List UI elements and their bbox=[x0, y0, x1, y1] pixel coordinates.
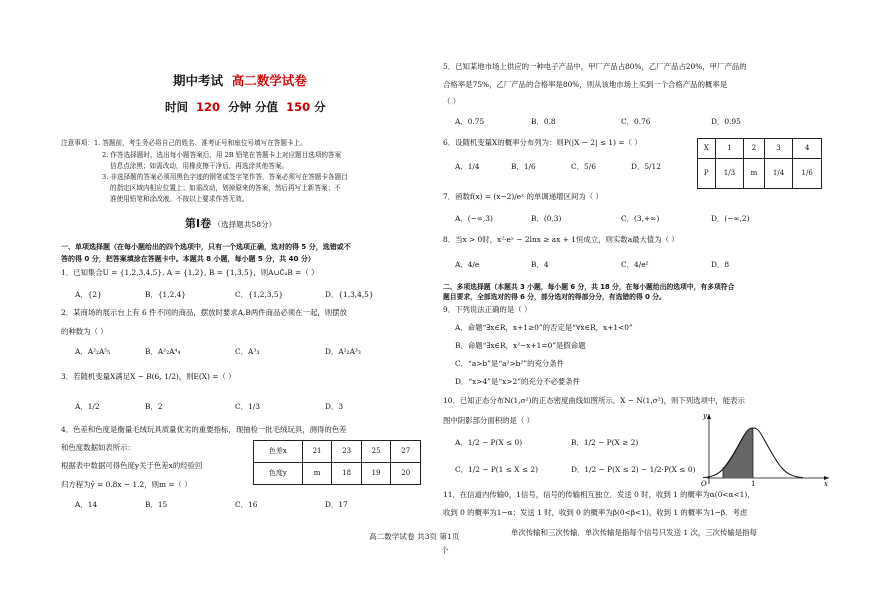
q6-option-d[interactable]: D．5/12 bbox=[631, 162, 661, 171]
q2-option-c[interactable]: C．A³₃ bbox=[235, 347, 260, 356]
q7-option-d[interactable]: D．(−∞,2) bbox=[711, 214, 750, 223]
section-title-main: 第Ⅰ卷 bbox=[185, 217, 212, 230]
q3-stem: 3．若随机变量X满足X ~ B(6, 1/2)，则E(X) =（ ） bbox=[61, 372, 236, 381]
table-cell: 23 bbox=[332, 441, 362, 463]
table-cell: 2 bbox=[744, 139, 764, 159]
q2-stem-2: 的种数为（ ） bbox=[61, 327, 108, 336]
table-cell: m bbox=[302, 463, 332, 485]
note-line-5: 的指定区域内相应位置上；如需改动，划掉原来的答案，然后再写上新答案；不 bbox=[110, 184, 341, 192]
time-label: 时间 bbox=[165, 100, 188, 114]
q9-option-b[interactable]: B．命题“∃x∈R，x²−x+1=0”是假命题 bbox=[455, 341, 586, 350]
q3-option-a[interactable]: A．1/2 bbox=[75, 402, 100, 411]
q5-option-d[interactable]: D．0.95 bbox=[711, 117, 741, 126]
table-cell: P bbox=[698, 159, 716, 189]
section-title-sub: （选择题共58分） bbox=[213, 220, 277, 229]
q9-option-c[interactable]: C．“a>b”是“a²>b²”的充分条件 bbox=[455, 359, 565, 368]
note-line-3: 信息点涂黑；如需改动，用橡皮擦干净后，再选涂其他答案。 bbox=[110, 162, 289, 170]
q4-option-b[interactable]: B．15 bbox=[145, 500, 168, 509]
tick-label-one: 1 bbox=[751, 480, 756, 488]
title-prefix: 期中考试 bbox=[173, 73, 224, 88]
table-cell: 27 bbox=[391, 441, 421, 463]
q7-stem: 7．函数f(x) = (x−2)/eˣ 的单调递增区间为（ ） bbox=[443, 192, 603, 201]
q1-option-c[interactable]: C．{1,2,3,5} bbox=[235, 290, 284, 299]
q6-option-a[interactable]: A．1/4 bbox=[455, 162, 480, 171]
table-row bbox=[254, 441, 421, 463]
q8-option-a[interactable]: A．4/e bbox=[455, 260, 480, 269]
q5-option-a[interactable]: A．0.75 bbox=[455, 117, 485, 126]
score-unit: 分 bbox=[314, 100, 326, 114]
q10-stem-1: 10．已知正态分布N(1,σ²)的正态密度曲线如图所示，X ~ N(1,σ²)，则下列选项中，能表示 bbox=[443, 396, 745, 405]
q9-option-a[interactable]: A．命题“∃x∈R，x+1≥0”的否定是“∀x∈R，x+1<0” bbox=[455, 323, 633, 332]
q5-stem-2: 合格率是75%，乙厂产品的合格率是80%，则从该地市场上买到一个合格产品的概率是 bbox=[443, 80, 728, 89]
table-cell: 3 bbox=[764, 139, 793, 159]
q1-option-d[interactable]: D．{1,3,4,5} bbox=[325, 290, 374, 299]
q4-option-d[interactable]: D．17 bbox=[325, 500, 348, 509]
table-cell: 25 bbox=[361, 441, 391, 463]
time-score-line bbox=[165, 100, 326, 114]
q3-option-d[interactable]: D．3 bbox=[325, 402, 344, 411]
q7-option-c[interactable]: C．(3,+∞) bbox=[621, 214, 660, 223]
q2-option-a[interactable]: A．A²₂A⁵₅ bbox=[75, 347, 111, 356]
q10-option-c[interactable]: C．1/2 − P(1 ≤ X ≤ 2) bbox=[455, 465, 539, 474]
table-cell: 1/3 bbox=[715, 159, 744, 189]
single-choice-head-2: 答的得 0 分，把答案填涂在答题卡中。本题共 8 小题，每小题 5 分，共 40 分） bbox=[61, 255, 315, 263]
table-cell: m bbox=[744, 159, 764, 189]
q10-stem-2: 图中阴影部分面积的是（ ） bbox=[443, 416, 535, 425]
q1-option-a[interactable]: A．{2} bbox=[75, 290, 102, 299]
q4-option-c[interactable]: C．16 bbox=[235, 500, 258, 509]
note-line-1: 注意事项：1. 答题前，考生务必将自己的姓名、准考证号和座位号填写在答题卡上。 bbox=[61, 139, 307, 147]
q4-stem-1: 4．色差和色度是衡量毛绒玩具质量优劣的重要指标，现抽检一批毛绒玩具，测得的色差 bbox=[61, 425, 347, 434]
q2-option-d[interactable]: D．A²₂A³₃ bbox=[325, 347, 361, 356]
multi-choice-head-2: 题目要求，全部选对的得 6 分，部分选对的得部分分，有选错的得 0 分。 bbox=[443, 293, 666, 301]
time-value: 120 bbox=[196, 100, 221, 114]
q3-option-c[interactable]: C．1/3 bbox=[235, 402, 260, 411]
origin-label: O bbox=[701, 480, 707, 488]
q11-stem-4: 个 bbox=[441, 546, 449, 555]
title-main: 高二数学试卷 bbox=[231, 73, 307, 88]
q1-stem: 1．已知集合U = {1,2,3,4,5}, A = {1,2}, B = {1,3,5}，则A∪∁ᵤB =（ ） bbox=[61, 268, 319, 277]
table-cell: 18 bbox=[332, 463, 362, 485]
q11-stem-3: 单次传输和三次传输．单次传输是指每个信号只发送 1 次，三次传输是指每 bbox=[511, 528, 757, 537]
x-axis-label: x bbox=[824, 480, 828, 488]
q5-option-b[interactable]: B．0.8 bbox=[531, 117, 556, 126]
table-cell: 20 bbox=[391, 463, 421, 485]
note-line-6: 准使用铅笔和涂改液。不按以上要求作答无效。 bbox=[110, 195, 249, 203]
note-line-4: 3. 非选择题的答案必须用黑色字迹的钢笔或签字笔作答，答案必须写在答题卡各题目 bbox=[102, 173, 348, 181]
table-cell: 19 bbox=[361, 463, 391, 485]
table-cell: X bbox=[698, 139, 716, 159]
q6-option-c[interactable]: C．5/6 bbox=[571, 162, 596, 171]
q1-option-b[interactable]: B．{1,2,4} bbox=[145, 290, 187, 299]
table-cell: 1 bbox=[715, 139, 744, 159]
shaded-area bbox=[723, 428, 753, 478]
table-cell: 色差x bbox=[254, 441, 303, 463]
table-cell: 4 bbox=[793, 139, 822, 159]
q4-stem-3: 根据表中数据可得色度y关于色差x的经验回 bbox=[61, 461, 203, 470]
time-unit: 分钟 分值 bbox=[228, 100, 279, 114]
q7-option-a[interactable]: A．(−∞,3) bbox=[455, 214, 493, 223]
normal-curve-graph bbox=[693, 410, 833, 488]
q8-option-b[interactable]: B．4 bbox=[531, 260, 549, 269]
q5-stem-3: （ ） bbox=[443, 97, 461, 106]
q11-stem-1: 11．在信道内传输0，1信号，信号的传输相互独立．发送 0 时，收到 1 的概率为α(0<α<1)， bbox=[443, 490, 755, 499]
q4-stem-2: 和色度数据如表所示： bbox=[61, 443, 135, 452]
multi-choice-head-1: 二、多项选择题（本题共 3 小题，每小题 6 分，共 18 分，在每小题给出的选项中，有多项符合 bbox=[443, 283, 735, 291]
q9-option-d[interactable]: D．“x>4”是“x>2”的充分不必要条件 bbox=[455, 377, 581, 386]
note-line-2: 2. 作答选择题时，选出每小题答案后，用 2B 铅笔在答题卡上对应题目选项的答案 bbox=[102, 151, 342, 159]
q5-stem-1: 5．已知某地市场上供应的一种电子产品中，甲厂产品占80%，乙厂产品占20%，甲厂产品的 bbox=[443, 62, 747, 71]
q2-option-b[interactable]: B．A²₂A⁴₄ bbox=[145, 347, 181, 356]
score-value: 150 bbox=[286, 100, 311, 114]
q10-option-d[interactable]: D．1/2 − P(X ≤ 2) − 1/2·P(X ≤ 0) bbox=[571, 465, 696, 474]
q6-stem: 6．设随机变量X的概率分布列为：则P(|X − 2| ≤ 1) =（ ） bbox=[443, 138, 642, 147]
q2-stem-1: 2．某商场的展示台上有 6 件不同的商品，摆放时要求A,B两件商品必须在一起，则摆放 bbox=[61, 308, 347, 317]
q6-option-b[interactable]: B．1/6 bbox=[511, 162, 536, 171]
table-cell: 色度y bbox=[254, 463, 303, 485]
page-title bbox=[173, 73, 307, 89]
q8-stem: 8．当x > 0时，x²·eˣ − 2lnx ≥ ax + 1恒成立，则实数a最大值为（ ） bbox=[443, 235, 679, 244]
q4-data-table bbox=[253, 440, 421, 485]
table-cell: 21 bbox=[302, 441, 332, 463]
q10-option-b[interactable]: B．1/2 − P(X ≥ 2) bbox=[571, 438, 639, 447]
q5-option-c[interactable]: C．0.76 bbox=[621, 117, 651, 126]
page-footer: 高二数学试卷 共3页 第1页 bbox=[369, 532, 460, 541]
q9-stem: 9．下列说法正确的是（ ） bbox=[443, 305, 532, 314]
section-title bbox=[185, 217, 276, 231]
q10-option-a[interactable]: A．1/2 − P(X ≤ 0) bbox=[455, 438, 523, 447]
single-choice-head-1: 一、单项选择题（在每小题给出的四个选项中，只有一个选项正确，选对的得 5 分，选错或不 bbox=[61, 243, 351, 251]
table-cell: 1/4 bbox=[764, 159, 793, 189]
q8-option-d[interactable]: D．8 bbox=[711, 260, 730, 269]
q6-distribution-table bbox=[697, 138, 822, 189]
table-row bbox=[698, 159, 822, 189]
q4-stem-4: 归方程为ŷ = 0.8x − 1.2，则m =（ ） bbox=[61, 480, 192, 489]
q11-stem-2: 收到 0 的概率为1−α；发送 1 时，收到 0 的概率为β(0<β<1)，收到 1 的概率为1−β．考虑 bbox=[443, 508, 748, 517]
q4-option-a[interactable]: A．14 bbox=[75, 500, 98, 509]
q7-option-b[interactable]: B．(0,3) bbox=[531, 214, 562, 223]
y-axis-arrow bbox=[707, 414, 711, 419]
table-row bbox=[698, 139, 822, 159]
table-row bbox=[254, 463, 421, 485]
q3-option-b[interactable]: B．2 bbox=[145, 402, 163, 411]
table-cell: 1/6 bbox=[793, 159, 822, 189]
q8-option-c[interactable]: C．4/e² bbox=[621, 260, 649, 269]
y-axis-label: y bbox=[703, 412, 707, 420]
